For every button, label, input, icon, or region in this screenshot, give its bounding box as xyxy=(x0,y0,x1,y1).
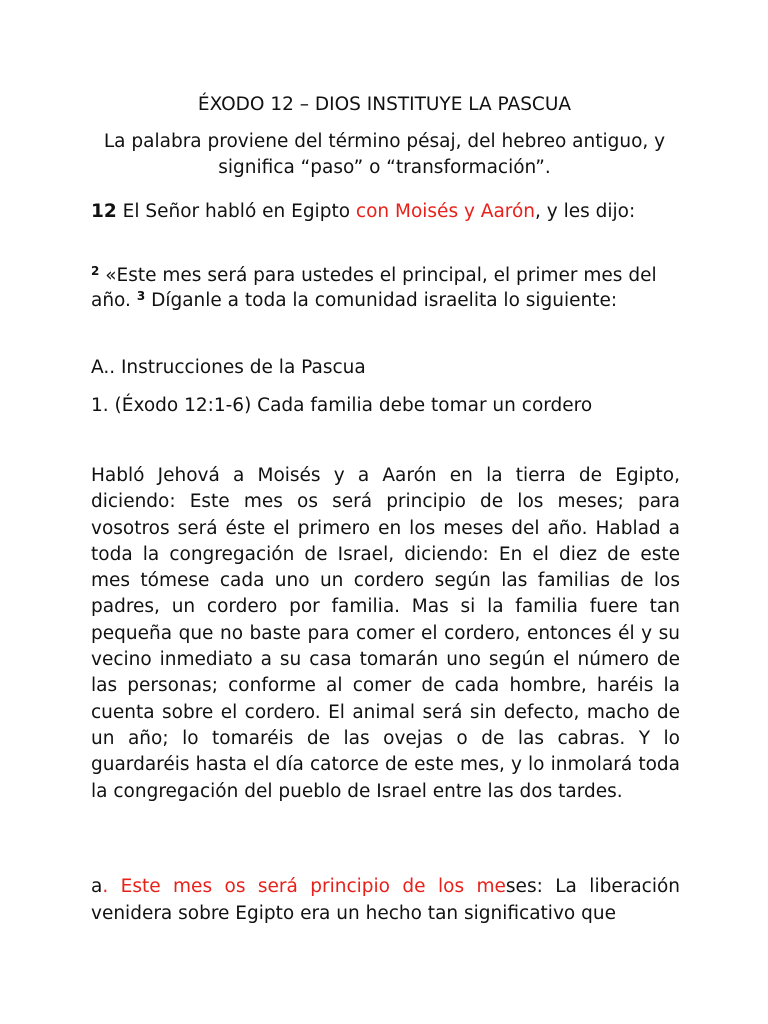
document-title: ÉXODO 12 – DIOS INSTITUYE LA PASCUA xyxy=(197,94,572,115)
verse-12 xyxy=(91,199,678,224)
commentary-paragraph-a xyxy=(91,874,680,927)
verse-number-2: 2 xyxy=(91,264,100,278)
section-heading-1: 1. (Éxodo 12:1-6) Cada familia debe tomar un cordero xyxy=(91,395,593,416)
verse-12-highlight: con Moisés y Aarón xyxy=(355,201,536,222)
verse-12-text-after: , y les dijo: xyxy=(535,201,636,222)
scripture-paragraph: Habló Jehová a Moisés y a Aarón en la tierra de Egipto, diciendo: Este mes os será principio de los meses; para vosotros será éste el primero en los meses del año. Hablad a toda la congregación de Israel, diciendo: En el diez de este mes tómese cada uno un cordero según las familias de los padres, un cordero por familia. Mas si la familia fuere tan pequeña que no baste para comer el cordero, entonces él y su vecino inmediato a su casa tomarán uno según el número de las personas; conforme al comer de cada hombre, haréis la cuenta sobre el cordero. El animal será sin defecto, macho de un año; lo tomaréis de las ovejas o de las cabras. Y lo guardaréis hasta el día catorce de este mes, y lo inmolará toda la congregación del pueblo de Israel entre las dos tardes. xyxy=(91,465,680,802)
commentary-text: ses: La liberación venidera sobre Egipto era un hecho tan significativo que xyxy=(91,876,681,924)
commentary-prefix: a xyxy=(91,876,103,897)
verse-2-3 xyxy=(91,263,678,313)
verse-3-text: Díganle a toda la comunidad israelita lo siguiente: xyxy=(145,290,618,311)
document-subtitle: La palabra proviene del término pésaj, del hebreo antiguo, y significa “paso” o “transformación”. xyxy=(103,131,666,178)
section-heading-a: A.. Instrucciones de la Pascua xyxy=(91,357,366,378)
commentary-highlight: . Este mes os será principio de los me xyxy=(102,876,506,897)
verse-number-12: 12 xyxy=(91,201,117,222)
verse-12-text-before: El Señor habló en Egipto xyxy=(116,201,356,222)
verse-number-3: 3 xyxy=(136,289,146,303)
verse-2-text: «Este mes será para ustedes el principal, el primer mes del año. xyxy=(91,265,657,311)
